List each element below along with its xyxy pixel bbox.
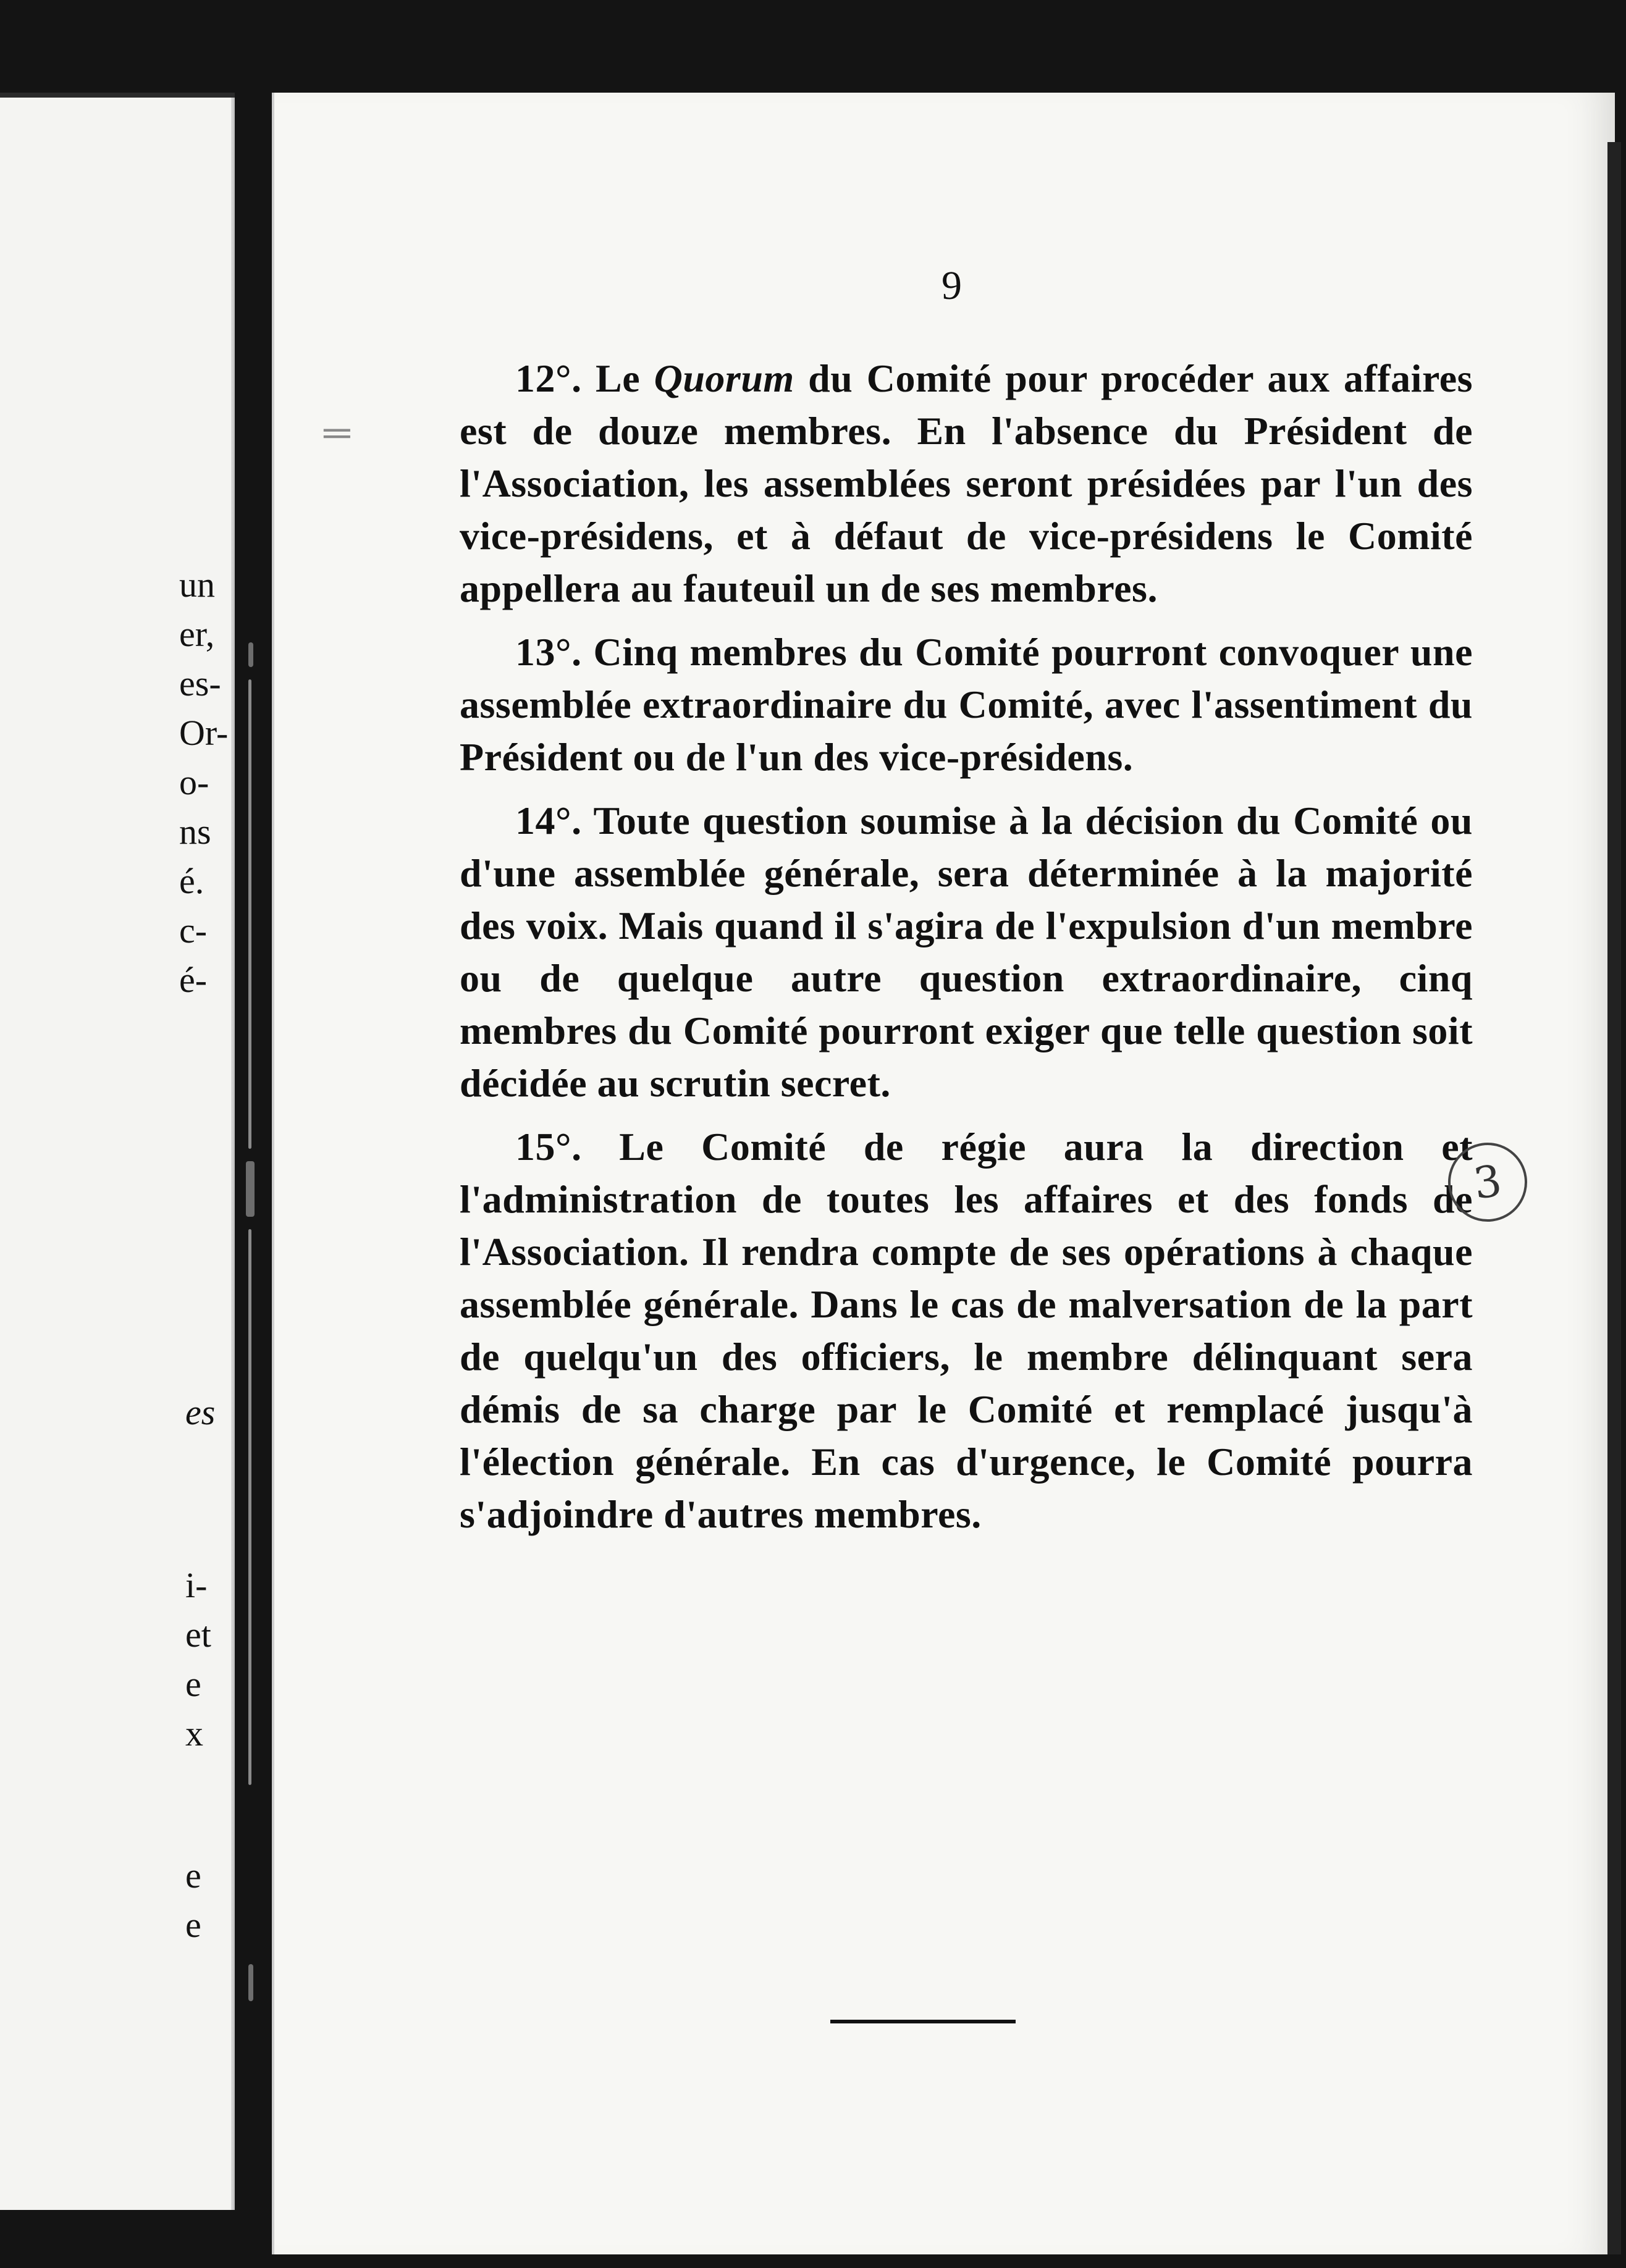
end-rule bbox=[830, 2020, 1016, 2023]
article-12-start: 12°. Le bbox=[515, 356, 654, 400]
left-fragment: é- bbox=[179, 960, 208, 1000]
left-fragment: x bbox=[185, 1713, 203, 1754]
article-14: 14°. Toute question soumise à la décision du Comité ou d'une assemblée générale, sera déterminée à la majorité des voix. Mais quand il s'agira de l'expulsion d'un membre ou de quelque autre question extraordinaire, cinq membres du Comité pourront exiger que telle question soit décidée au scrutin secret. bbox=[460, 799, 1473, 1105]
page-number: 9 bbox=[941, 263, 962, 308]
left-fragment: et bbox=[185, 1615, 211, 1655]
margin-annotation: 3 bbox=[1443, 1138, 1533, 1227]
current-page bbox=[272, 93, 1615, 2254]
left-fragment: c- bbox=[179, 910, 208, 951]
article-12-end: du Comité pour procéder aux affaires est de douze membres. En l'absence du Président de l'Association, les assemblées seront présidées par l'un des vice-présidens, et à défaut de vice-présidens le Comité appellera au fauteuil un de ses membres. bbox=[460, 356, 1473, 610]
page-edge bbox=[231, 98, 235, 2210]
pencil-mark-icon: ═ bbox=[324, 412, 350, 453]
article-12-italic-term: Quorum bbox=[654, 356, 794, 400]
left-fragment: é. bbox=[179, 861, 204, 901]
binding-knot bbox=[246, 1161, 255, 1217]
previous-page bbox=[0, 93, 235, 2210]
binding-stitch bbox=[248, 1964, 253, 2001]
page-body bbox=[460, 352, 1473, 1552]
left-fragment: un bbox=[179, 565, 215, 605]
left-fragment: er, bbox=[179, 614, 215, 654]
binding-thread bbox=[248, 1229, 251, 1785]
left-fragment: e bbox=[185, 1855, 201, 1896]
binding-thread bbox=[248, 679, 251, 1149]
left-fragment: es- bbox=[179, 663, 221, 704]
left-fragment: e bbox=[185, 1905, 201, 1945]
left-fragment: ns bbox=[179, 812, 211, 852]
left-fragment: o- bbox=[179, 762, 209, 802]
article-12 bbox=[460, 352, 1473, 615]
left-fragment: i- bbox=[185, 1565, 208, 1605]
left-fragment: e bbox=[185, 1664, 201, 1704]
left-fragment: Or- bbox=[179, 713, 229, 753]
left-fragment: es bbox=[185, 1392, 216, 1432]
article-13: 13°. Cinq membres du Comité pourront convoquer une assemblée extraordinaire du Comité, avec l'assentiment du Président ou de l'un des vice-présidens. bbox=[460, 630, 1473, 779]
binding-stitch bbox=[248, 642, 253, 667]
article-15: 15°. Le Comité de régie aura la direction et l'administration de toutes les affaires et des fonds de l'Association. Il rendra compte de ses opérations à chaque assemblée générale. Dans le cas de malversation de la part de quelqu'un des officiers, le membre délinquant sera démis de sa charge par le Comité et remplacé jusqu'à l'élection générale. En cas d'urgence, le Comité pourra s'adjoindre d'autres membres. bbox=[460, 1125, 1473, 1536]
